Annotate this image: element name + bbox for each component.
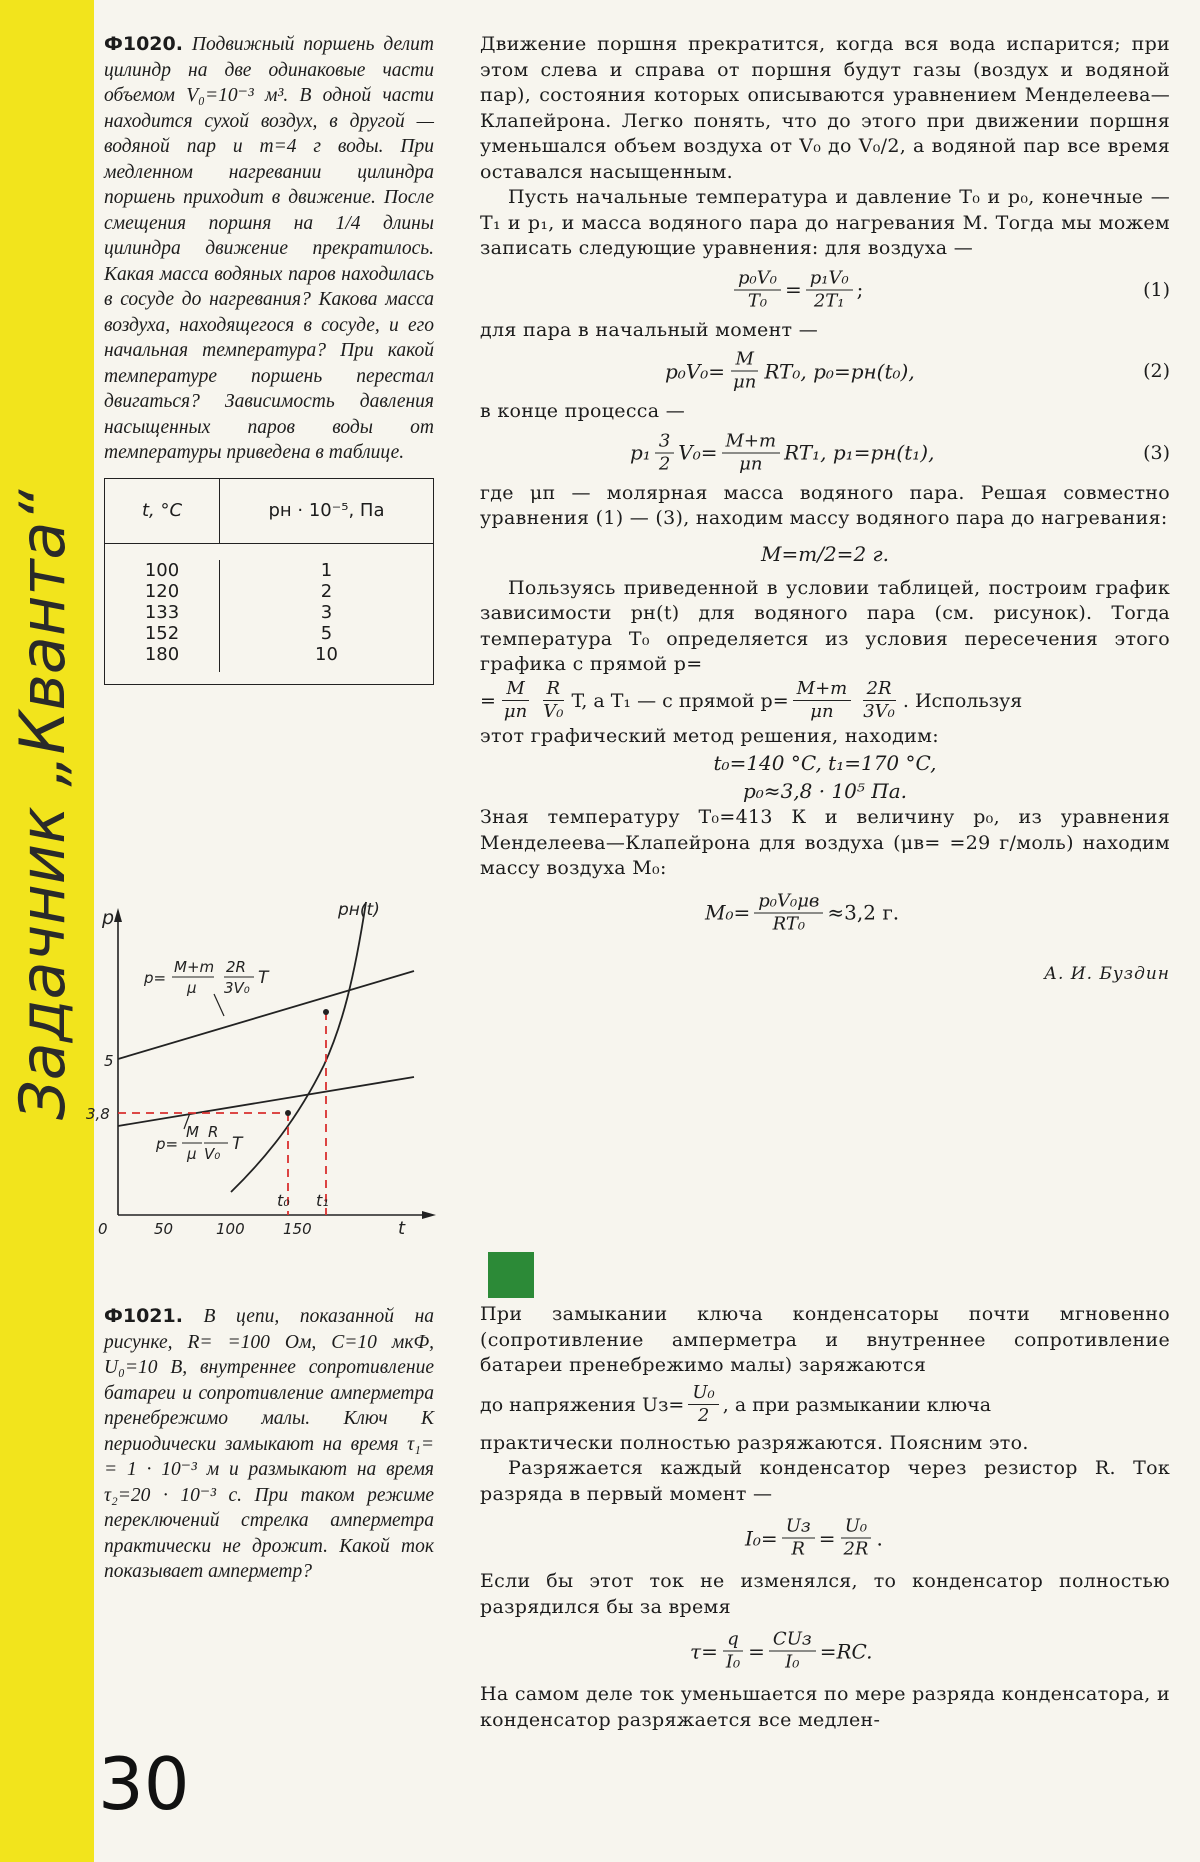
solution-1020 — [480, 32, 1170, 984]
x-axis-label: t — [398, 1218, 406, 1235]
fraction-denominator: μп — [739, 453, 763, 474]
paragraph: Разряжается каждый конденсатор через резистор R. Ток разряда в первый момент — — [480, 1457, 1170, 1505]
paragraph: этот графический метод решения, находим: — [480, 724, 939, 747]
fraction-denominator: R — [791, 1538, 805, 1560]
problem-id: Ф1021. — [104, 1305, 183, 1327]
equation-lhs: τ= — [690, 1639, 718, 1663]
svg-text:2R: 2R — [226, 958, 246, 976]
fraction-denominator: V₀ — [543, 701, 564, 722]
upper-line-formula — [143, 958, 270, 997]
curve-label: pн(t) — [338, 900, 380, 920]
page-number: 30 — [98, 1742, 190, 1826]
equation-lhs: p₁ — [630, 440, 651, 465]
y-axis-arrow — [114, 908, 122, 922]
svg-text:μ: μ — [187, 1145, 197, 1163]
result-temperatures: t₀=140 °C, t₁=170 °C, — [713, 751, 937, 775]
y-tick-label: 5 — [104, 1052, 114, 1070]
paragraph: При замыкании ключа конденсаторы почти мгновенно (сопротивление амперметра и внутреннее сопротивление батареи пренебрежимо малы) заряжаются — [480, 1303, 1170, 1376]
y-tick-label: 3,8 — [86, 1105, 110, 1123]
fraction-denominator: T₀ — [747, 290, 768, 311]
svg-text:p=: p= — [156, 1135, 179, 1153]
equation-tail: =RC. — [819, 1639, 873, 1663]
inline-formula-line: до напряжения Uз= $\frac{\text{U₀}}{2}$ , а при размыкании ключа — [480, 1382, 992, 1426]
pressure-table — [104, 478, 434, 685]
intersection-point — [323, 1009, 329, 1015]
fraction-numerator: M+m — [722, 430, 781, 453]
intersection-point — [285, 1110, 291, 1116]
svg-text:M+m: M+m — [174, 958, 215, 976]
equation-2 — [480, 343, 1170, 399]
svg-text:V₀: V₀ — [204, 1145, 221, 1163]
table-cell: 120 — [144, 580, 180, 602]
fraction-denominator: 2T₁ — [813, 290, 845, 311]
equation-number: (1) — [1143, 278, 1170, 301]
author: А. И. Буздин — [1044, 963, 1170, 984]
table-cell: 1 — [320, 559, 333, 581]
equation-mid: V₀= — [678, 440, 718, 465]
paragraph: На самом деле ток уменьшается по мере разряда конденсатора, и конденсатор разряжается все медлен- — [480, 1683, 1170, 1731]
y-axis-label: p — [102, 907, 115, 929]
pressure-graph — [86, 900, 446, 1235]
fraction-denominator: RT₀ — [772, 913, 806, 934]
text-fragment: до напряжения Uз= — [480, 1393, 685, 1416]
equation-rest: RT₀, p₀=pн(t₀), — [764, 359, 915, 383]
equation-lhs: I₀= — [745, 1526, 778, 1550]
equation-3 — [480, 425, 1170, 481]
fraction-numerator: R — [543, 678, 565, 701]
equation-rest: RT₁, p₁=pн(t₁), — [784, 440, 935, 465]
lower-line — [118, 1077, 414, 1126]
problem-id: Ф1020. — [104, 33, 183, 55]
equation-time: τ= $\frac{q}{\text{I₀}}$ = $\frac{\text{CUз}}{\text{I₀}}$ =RC. — [690, 1628, 873, 1673]
equation-lhs: p₀V₀= — [665, 359, 726, 383]
paragraph: Движение поршня прекратится, когда вся вода испарится; при этом слева и справа от поршня будут газы (воздух и водяной пар), состояния которых описываются уравнением Менделеева—Клапейрона. Легко понять, что до этого при движении поршня уменьшался объем воздуха от V₀ до V₀/2, а водяной пар все время оставался насыщенным. — [480, 33, 1170, 183]
green-marker — [488, 1252, 534, 1298]
t0-label: t₀ — [277, 1191, 290, 1210]
equation-lhs: M₀= — [705, 900, 751, 925]
svg-text:M: M — [186, 1123, 199, 1141]
equation-tail: . — [876, 1526, 883, 1550]
fraction-denominator: 3V₀ — [863, 701, 895, 722]
problem-f1021 — [104, 1304, 434, 1585]
fraction-denominator: 2R — [843, 1538, 869, 1560]
table-header-cell: pн · 10⁻⁵, Па — [268, 500, 385, 521]
sidebar-title — [2, 70, 92, 1170]
inline-formula-line: = $\frac{M}{\mu п}$ $\frac{R}{\text{V₀}}$ T, а T₁ — с прямой p= $\frac{M+m}{\mu п}$ $\frac{2R}{\text{3V₀}}$ . Используя — [480, 678, 1023, 722]
t1-label: t₁ — [316, 1191, 329, 1210]
svg-text:R: R — [208, 1123, 219, 1141]
paragraph: практически полностью разряжаются. Поясним это. — [480, 1431, 1029, 1454]
svg-text:μ: μ — [187, 979, 197, 997]
problem-text: Подвижный поршень делит цилиндр на две одинаковые части объемом V₀=10⁻³ м³. В одной части находится сухой воздух, в другой — водяной пар и m=4 г воды. При медленном нагревании цилиндра поршень приходит в движение. После смещения поршня на 1/4 длины цилиндра движение прекратилось. Какая масса водяных паров находилась в сосуде до нагревания? Какова масса воздуха, находящегося в сосуде, и его начальная температура? При какой температуре поршень перестал двигаться? Зависимость давления насыщенных паров воды от температуры приведена в таблице. — [104, 34, 435, 463]
paragraph: где μп — молярная масса водяного пара. Решая совместно уравнения (1) — (3), находим массу водяного пара до нагревания: — [480, 481, 1170, 529]
text-fragment: , а при размыкании ключа — [722, 1393, 992, 1416]
table-cell: 10 — [315, 643, 338, 665]
x-tick-label: 100 — [216, 1220, 245, 1235]
text-fragment: T, а T₁ — с прямой p= — [571, 689, 789, 712]
fraction-numerator: Uз — [782, 1516, 815, 1539]
table-cell: 133 — [144, 601, 180, 623]
equation-1: $\frac{\text{p₀V₀}}{\text{T₀}}$ = $\frac{\text{p₁V₀}}{\text{2T₁}}$ ; (1) — [480, 262, 1170, 318]
table-cell: 152 — [144, 622, 180, 644]
table-cell: 5 — [320, 622, 333, 644]
table-header — [105, 479, 433, 544]
fraction-denominator: I₀ — [785, 1651, 800, 1673]
lower-line-formula — [155, 1123, 244, 1163]
equation-tail: ; — [856, 277, 864, 302]
text-fragment: . Используя — [902, 689, 1023, 712]
x-axis-arrow — [422, 1211, 436, 1219]
paragraph: Пользуясь приведенной в условии таблицей, построим график зависимости pн(t) для водяного пара (см. рисунок). Тогда температура T₀ определяется из условия пересечения этого графика с прямой p= — [480, 576, 1170, 675]
fraction-numerator: 2R — [863, 678, 896, 701]
table-header-cell: t, °C — [105, 479, 220, 543]
problem-f1020 — [104, 32, 434, 466]
equation-rest: ≈3,2 г. — [827, 900, 900, 925]
table-body — [105, 544, 433, 684]
svg-text:T: T — [258, 968, 269, 988]
equation-m0 — [480, 882, 1170, 944]
equation-current: I₀= $\frac{Uз}{R}$ = $\frac{\text{U₀}}{2R}$ . — [745, 1515, 883, 1560]
svg-text:3V₀: 3V₀ — [224, 979, 250, 997]
table-cell: 2 — [320, 580, 333, 602]
fraction-numerator: p₁V₀ — [806, 267, 853, 290]
paragraph: Если бы этот ток не изменялся, то конденсатор полностью разрядился бы за время — [480, 1570, 1170, 1618]
saturation-curve — [231, 902, 366, 1192]
fraction-denominator: 2 — [658, 453, 671, 474]
fraction-numerator: U₀ — [841, 1516, 871, 1539]
x-tick-label: 150 — [283, 1220, 312, 1235]
fraction-numerator: p₀V₀ — [734, 267, 781, 290]
fraction-numerator: M — [731, 349, 757, 372]
upper-line-pointer — [214, 994, 224, 1016]
fraction-numerator: M — [502, 678, 528, 701]
fraction-denominator: I₀ — [725, 1651, 741, 1673]
table-cell: 100 — [144, 559, 180, 581]
fraction-denominator: μп — [733, 371, 757, 393]
fraction-numerator: CUз — [769, 1629, 816, 1652]
text-fragment: = — [480, 689, 496, 712]
problem-text: В цепи, показанной на рисунке, R= =100 Ом, C=10 мкФ, U₀=10 В, внутреннее сопротивление батареи и сопротивление амперметра пренебрежимо малы. Ключ К периодически замыкают на время τ₁= = 1 · 10⁻³ м и размыкают на время τ₂=20 · 10⁻³ с. При таком режиме переключений стрелка амперметра практически не дрожит. Какой ток показывает амперметр? — [104, 1306, 434, 1582]
svg-text:p=: p= — [144, 969, 167, 987]
svg-text:Задачник „Кванта“: Задачник „Кванта“ — [6, 489, 79, 1120]
x-tick-label: 0 — [98, 1220, 108, 1235]
equation-number: (3) — [1143, 441, 1170, 464]
x-tick-label: 50 — [154, 1220, 174, 1235]
fraction-numerator: p₀V₀μв — [754, 890, 823, 913]
equation-number: (2) — [1143, 360, 1170, 382]
result-mass: M=m/2=2 г. — [761, 541, 889, 566]
table-cell: 180 — [144, 643, 180, 665]
result-pressure: p₀≈3,8 · 10⁵ Па. — [742, 779, 907, 803]
fraction-numerator: q — [723, 1629, 743, 1652]
table-cell: 3 — [320, 601, 333, 623]
paragraph: Пусть начальные температура и давление T₀ и p₀, конечные — T₁ и p₁, и масса водяного пара до нагревания M. Тогда мы можем записать следующие уравнения: для воздуха — — [480, 186, 1170, 259]
paragraph: в конце процесса — — [480, 400, 685, 422]
paragraph: Зная температуру T₀=413 К и величину p₀, из уравнения Менделеева—Клапейрона для воздуха (μв= =29 г/моль) находим массу воздуха M₀: — [480, 806, 1170, 879]
fraction-numerator: 3 — [655, 430, 674, 453]
solution-1021 — [480, 1302, 1170, 1733]
paragraph: для пара в начальный момент — — [480, 318, 818, 341]
svg-text:T: T — [232, 1134, 243, 1154]
fraction-numerator: M+m — [793, 678, 852, 701]
